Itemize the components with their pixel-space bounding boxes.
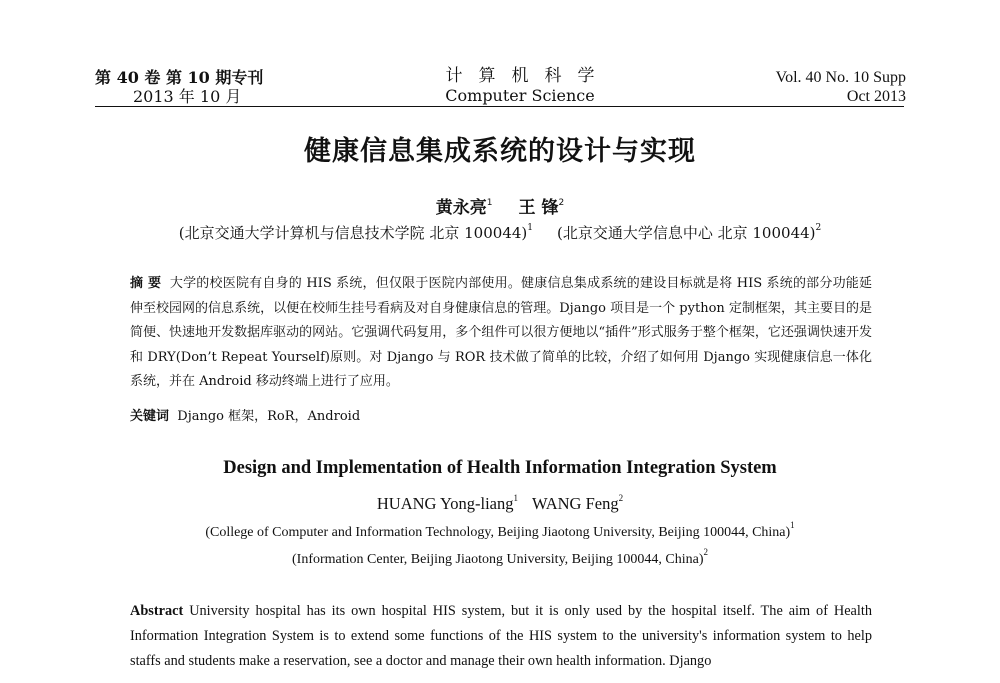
authors-cn <box>0 193 1000 218</box>
journal-name-en: Computer Science <box>445 86 595 105</box>
author-name: HUANG Yong-liang <box>376 494 514 513</box>
affiliation-mark: 1 <box>513 493 518 503</box>
affiliation-mark: 2 <box>815 223 822 233</box>
publication-date-en: Oct 2013 <box>846 88 906 105</box>
author-name: WANG Feng <box>531 494 619 513</box>
journal-volume-info-en <box>776 68 906 106</box>
affiliation: (Information Center, Beijing Jiaotong University, Beijing 100044, China) <box>292 552 704 567</box>
affiliation-mark: 2 <box>558 198 565 208</box>
abstract-en <box>130 599 872 674</box>
abstract-label-cn: 摘 要 <box>130 276 162 291</box>
abstract-text-en: University hospital has its own hospital HIS system, but it is only used by the hospital itself. The aim of Health Information Integration System is to extend some functions of the HIS system to the university's information system to help staffs and students make a reservation, see a doctor and manage their own health information. Django <box>130 603 872 669</box>
authors-en <box>0 493 1000 514</box>
journal-volume-info <box>95 68 263 106</box>
keywords-label-cn: 关键词 <box>130 409 170 424</box>
volume-issue: 第 40 卷 第 10 期专刊 <box>95 68 264 87</box>
paper-title-en: Design and Implementation of Health Information Integration System <box>223 458 777 478</box>
abstract-text-cn: 大学的校医院有自身的 HIS 系统，但仅限于医院内部使用。健康信息集成系统的建设目标就是将 HIS 系统的部分功能延伸至校园网的信息系统，以便在校师生挂号看病及对自身健康信息的管理。Django 项目是一个 python 定制框架，其主要目的是简便、快速地开发数据库驱动的网站。它强调代码复用，多个组件可以很方便地以“插件”形式服务于整个框架，它还强调快速开发和 DRY(Don’t Repeat Yourself)原则。对 Django 与 ROR 技术做了简单的比较，介绍了如何用 Django 实现健康信息一体化系统，并在 Android 移动终端上进行了应用。 <box>130 276 873 389</box>
abstract-cn <box>130 272 872 395</box>
journal-name <box>400 66 640 106</box>
keywords-cn <box>130 405 360 424</box>
affiliation: (北京交通大学计算机与信息技术学院 北京 100044) <box>178 224 528 242</box>
affiliation-en <box>0 547 1000 568</box>
affiliations-cn <box>0 222 1000 243</box>
affiliation-en <box>0 520 1000 541</box>
affiliation-mark: 1 <box>790 520 795 530</box>
affiliation: (College of Computer and Information Technology, Beijing Jiaotong University, Beijing 100044, China) <box>205 525 791 540</box>
journal-name-cn: 计算机科学 <box>445 66 611 86</box>
affiliation-mark: 1 <box>486 198 493 208</box>
author-name: 王 锋 <box>518 198 559 218</box>
keywords-text-cn: Django 框架，RoR，Android <box>177 409 361 424</box>
publication-date-cn: 2013 年 10 月 <box>133 87 242 106</box>
paper-title-cn: 健康信息集成系统的设计与实现 <box>304 136 696 167</box>
abstract-label-en: Abstract <box>130 603 184 619</box>
author-name: 黄永亮 <box>435 198 487 218</box>
header-divider <box>95 106 904 107</box>
affiliation-mark: 1 <box>527 223 533 233</box>
affiliation-mark: 2 <box>618 493 624 503</box>
volume-issue-en: Vol. 40 No. 10 Supp <box>775 69 906 86</box>
affiliation-mark: 2 <box>703 547 708 557</box>
affiliation: (北京交通大学信息中心 北京 100044) <box>557 224 816 242</box>
